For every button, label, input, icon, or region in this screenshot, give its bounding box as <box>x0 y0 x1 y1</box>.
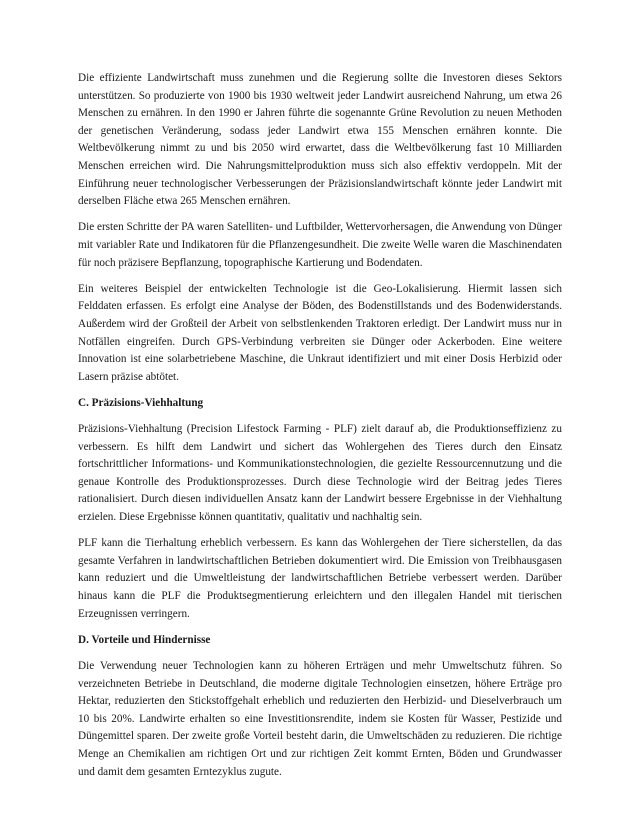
paragraph-intro-3: Ein weiteres Beispiel der entwickelten Technologie ist die Geo-Lokalisierung. Hiermit lassen sich Felddaten erfassen. Es erfolgt eine Analyse der Böden, des Bodenstillstands und des Bodenwiderstands. Außerdem wird der Großteil der Arbeit von selbstlenkenden Traktoren erledigt. Der Landwirt muss nur in Notfällen eingreifen. Durch GPS-Verbindung verbreiten sie Dünger oder Ackerboden. Eine weitere Innovation ist eine solarbetriebene Maschine, die Unkraut identifiziert und mit einer Dosis Herbizid oder Lasern präzise abtötet. <box>78 282 562 383</box>
paragraph-d-1: Die Verwendung neuer Technologien kann zu höheren Erträgen und mehr Umweltschutz führen. So verzeichneten Betriebe in Deutschland, die moderne digitale Technologien einsetzen, höhere Erträge pro Hektar, reduzierten den Stickstoffgehalt erheblich und reduzierten den Herbizid- und Dieselverbrauch um 10 bis 20%. Landwirte erhalten so eine Investitionsrendite, indem sie Kosten für Wasser, Pestizide und Düngemittel sparen. Der zweite große Vorteil besteht darin, die Umweltschäden zu reduzieren. Die richtige Menge an Chemikalien am richtigen Ort und zur richtigen Zeit kommt Ernten, Böden und Grundwasser und damit dem gesamten Erntezyklus zugute. <box>78 659 562 778</box>
document-page <box>78 70 562 790</box>
paragraph-c-2: PLF kann die Tierhaltung erheblich verbessern. Es kann das Wohlergehen der Tiere sicherstellen, da das gesamte Verfahren in landwirtschaftlichen Betrieben dokumentiert wird. Die Emission von Treibhausgasen kann reduziert und die Umweltleistung der landwirtschaftlichen Betriebe verbessert werden. Darüber hinaus kann die PLF die Produktsegmentierung erleichtern und den illegalen Handel mit tierischen Erzeugnissen verringern. <box>78 537 562 620</box>
paragraph-c-1: Präzisions-Viehhaltung (Precision Lifestock Farming - PLF) zielt darauf ab, die Produktionseffizienz zu verbessern. Es hilft dem Landwirt und sichert das Wohlergehen des Tieres durch den Einsatz fortschrittlicher Informations- und Kommunikationstechnologien, die gezielte Ressourcennutzung und die genaue Kontrolle des Produktionsprozesses. Durch diese Technologie wird der Beitrag jedes Tieres rationalisiert. Durch diesen individuellen Ansatz kann der Landwirt bessere Ergebnisse in der Viehhaltung erzielen. Diese Ergebnisse können quantitativ, qualitativ und nachhaltig sein. <box>78 423 562 524</box>
paragraph-intro-2: Die ersten Schritte der PA waren Satelliten- und Luftbilder, Wettervorhersagen, die Anwendung von Dünger mit variabler Rate und Indikatoren für die Pflanzengesundheit. Die zweite Welle waren die Maschinendaten für noch präzisere Bepflanzung, topographische Kartierung und Bodendaten. <box>78 221 562 269</box>
section-heading-d: D. Vorteile und Hindernisse <box>78 633 211 646</box>
paragraph-intro-1: Die effiziente Landwirtschaft muss zunehmen und die Regierung sollte die Investoren dieses Sektors unterstützen. So produzierte von 1900 bis 1930 weltweit jeder Landwirt ausreichend Nahrung, um etwa 26 Menschen zu ernähren. In den 1990 er Jahren führte die sogenannte Grüne Revolution zu neuen Methoden der genetischen Veränderung, sodass jeder Landwirt etwa 155 Menschen ernähren konnte. Die Weltbevölkerung nimmt zu und bis 2050 wird erwartet, dass die Weltbevölkerung fast 10 Milliarden Menschen erreichen wird. Die Nahrungsmittelproduktion muss sich also effektiv verdoppeln. Mit der Einführung neuer technologischer Verbesserungen der Präzisionslandwirtschaft könnte jeder Landwirt mit derselben Fläche etwa 265 Menschen ernähren. <box>78 72 562 208</box>
section-heading-c: C. Präzisions-Viehhaltung <box>78 396 204 409</box>
